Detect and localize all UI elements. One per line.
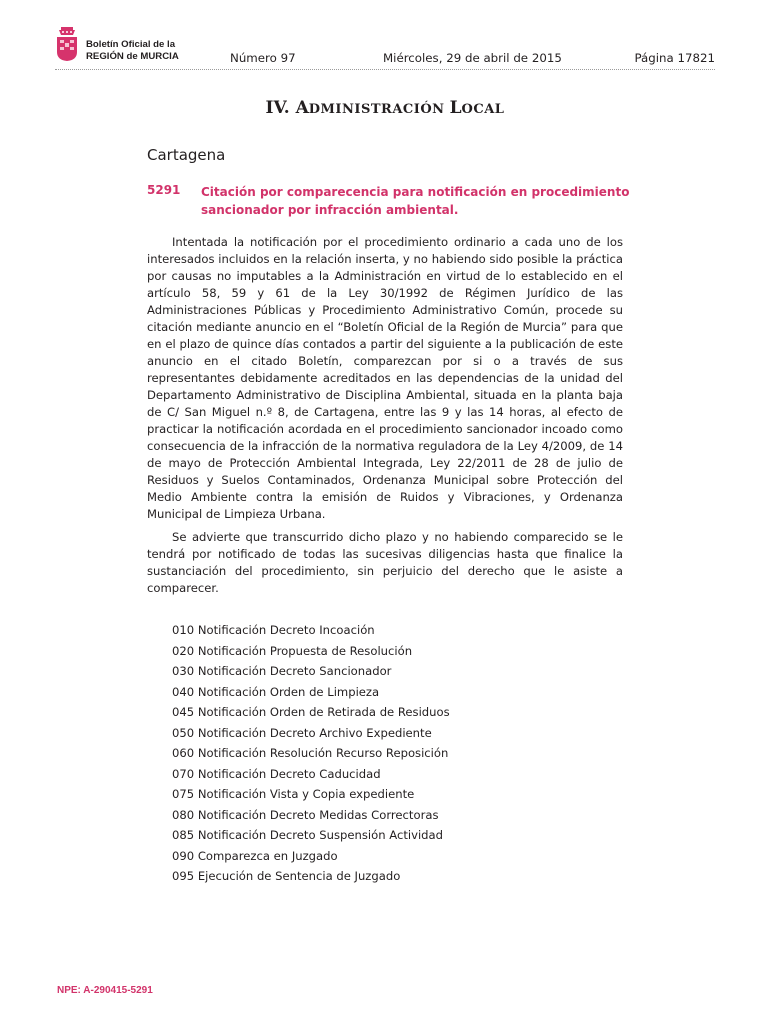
list-item: 040 Notificación Orden de Limpieza [172, 684, 380, 699]
list-item: 070 Notificación Decreto Caducidad [172, 766, 381, 781]
header-divider [55, 69, 715, 70]
list-item: 010 Notificación Decreto Incoación [172, 623, 375, 637]
section-smallcaps-a: DMINISTRACIÓN [308, 102, 450, 117]
issue-date: Miércoles, 29 de abril de 2015 [383, 51, 562, 65]
borm-logo [55, 26, 205, 66]
list-item: 050 Notificación Decreto Archivo Expediente [172, 725, 432, 740]
issue-number: Número 97 [230, 51, 296, 65]
list-item: 080 Notificación Decreto Medidas Correctoras [172, 807, 439, 822]
section-roman: IV. [265, 98, 296, 118]
logo-line-1: Boletín Oficial de la [86, 39, 176, 50]
section-smallcaps-b: OCAL [461, 102, 505, 117]
body-paragraph-2: Se advierte que transcurrido dicho plazo y no habiendo comparecido se le tendrá por notificado de todas las sucesivas diligencias hasta que finalice la sustanciación del procedimiento, sin perjuicio del derecho que le asiste a comparecer. [147, 530, 623, 595]
body-paragraph-1: Intentada la notificación por el procedimiento ordinario a cada uno de los interesados incluidos en la relación inserta, y no habiendo sido posible la práctica por causas no imputables a la Administración en virtud de lo establecido en el artículo 58, 59 y 61 de la Ley 30/1992 de Régimen Jurídico de las Administraciones Públicas y Procedimiento Administrativo Común, procede su citación mediante anuncio en el “Boletín Oficial de la Región de Murcia” para que en el plazo de quince días contados a partir del siguiente a la publicación de este anuncio en el citado Boletín, comparezcan por si o a través de sus representantes debidamente acreditados en las dependencias de la unidad del Departamento Administrativo de Disciplina Ambiental, situada en la planta baja de C/ San Miguel n.º 8, de Cartagena, entre las 9 y las 14 horas, al efecto de practicar la notificación acordada en el procedimiento sancionador incoado como consecuencia de la infracción de la normativa reguladora de la Ley 4/2009, de 14 de mayo de Protección Ambiental Integrada, Ley 22/2011 de 28 de julio de Residuos y Suelos Contaminados, Ordenanza Municipal sobre Protección del Medio Ambiente contra la emisión de Ruidos y Vibraciones, y Ordenanza Municipal de Limpieza Urbana. [147, 235, 623, 521]
announcement-title: Citación por comparecencia para notificación en procedimiento sancionador por infracción ambiental. [201, 185, 630, 217]
section-heading [0, 98, 770, 118]
notification-code-list [172, 620, 450, 887]
list-item: 020 Notificación Propuesta de Resolución [172, 643, 413, 658]
logo-text [86, 39, 179, 62]
page-number: Página 17821 [634, 51, 715, 65]
list-item: 060 Notificación Resolución Recurso Reposición [172, 746, 449, 760]
announcement-number: 5291 [147, 183, 181, 197]
announcement-body [147, 234, 623, 597]
list-item: 095 Ejecución de Sentencia de Juzgado [172, 869, 401, 883]
list-item: 090 Comparezca en Juzgado [172, 848, 338, 863]
logo-line-2: REGIÓN de MURCIA [86, 50, 179, 62]
list-item: 085 Notificación Decreto Suspensión Actividad [172, 828, 444, 842]
list-item: 045 Notificación Orden de Retirada de Residuos [172, 705, 450, 719]
region-crest-icon [55, 26, 79, 62]
section-initial-a: A [295, 98, 309, 118]
list-item: 030 Notificación Decreto Sancionador [172, 664, 392, 678]
section-initial-l: L [449, 98, 462, 118]
place-heading: Cartagena [147, 146, 226, 164]
list-item: 075 Notificación Vista y Copia expediente [172, 787, 415, 801]
npe-code: NPE: A-290415-5291 [57, 985, 153, 996]
